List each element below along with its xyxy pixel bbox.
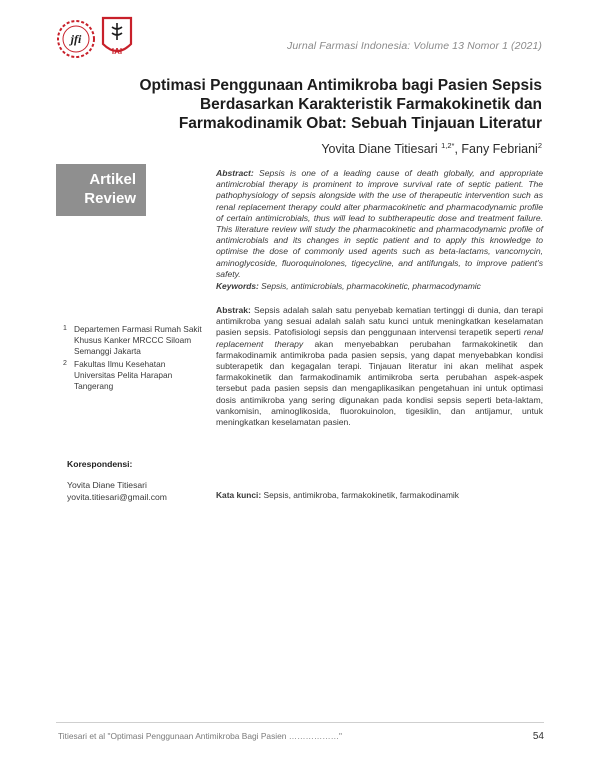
author-2-affiliation: 2 xyxy=(537,141,542,150)
keywords-indonesian-text: Sepsis, antimikroba, farmakokinetik, farmakodinamik xyxy=(261,490,459,500)
keywords-english xyxy=(216,281,543,291)
article-type-badge xyxy=(56,164,146,216)
footer-divider xyxy=(56,722,544,723)
abstract-indonesian-text-b: akan menyebabkan perubahan farmakokinetik dan farmakodinamik antimikroba pada pasien sepsis, yang dapat menyebabkan kondisi subterapetik dan kegagalan terapi. Tinjauan literatur ini akan melihat aspek farmakokinetik dan farmakodinamik antimikroba serta perubahan aspek-aspek tersebut pada pasien sepsis dan mengaplikasikan pengetahuan ini untuk optimasi dosis antimikroba yang sering digunakan pada kondisi sepsis seperti beta-laktam, vankomisin, aminoglikosida, fluorokuinolon, tigesiklin, dan antijamur, untuk meningkatkan keselamatan pasien. xyxy=(216,338,543,428)
page-number: 54 xyxy=(532,731,544,742)
author-1-affiliation: 1,2* xyxy=(441,141,455,150)
author-1: Yovita Diane Titiesari xyxy=(321,142,442,157)
affiliation-1-text: Departemen Farmasi Rumah Sakit Khusus Kanker MRCCC Siloam Semanggi Jakarta xyxy=(74,324,202,356)
abstract-indonesian-italic-term: renal replacement therapy xyxy=(216,327,543,349)
abstract-english-text: Sepsis is one of a leading cause of death globally, and appropriate antimicrobial therapy is prominent to improve survival rate of septic patient. The pathophysiology of sepsis alongside with the use of therapeutic intervention such as renal replacement therapy could alter pharmacokinetic and pharmacodynamic profile of certain antimicrobials, thus will lead to subtherapeutic dose and treatment failure. This literature review will study the pharmacokinetic and pharmacodynamic profile of antimicrobials and its changes in septic patient and to apply this knowledge to optimise the dose of commonly used agents such as beta-lactams, vancomycin, aminoglycoside, fluoroquinolones, tigecycline, and antifungals, to improve patient's safety. xyxy=(216,168,543,279)
correspondence-heading: Korespondensi: xyxy=(67,459,133,469)
abstract-indonesian-label: Abstrak: xyxy=(216,305,251,315)
affiliation-1-number: 1 xyxy=(63,325,67,332)
keywords-english-text: Sepsis, antimicrobials, pharmacokinetic, pharmacodynamic xyxy=(258,281,481,291)
jfi-logo-text: jfi xyxy=(70,32,82,46)
abstract-english xyxy=(216,168,543,280)
affiliation-2-number: 2 xyxy=(63,360,67,367)
author-list xyxy=(321,141,542,156)
abstract-english-label: Abstract: xyxy=(216,168,254,178)
correspondence-email[interactable]: yovita.titiesari@gmail.com xyxy=(67,492,167,502)
article-type-line-2: Review xyxy=(84,190,136,207)
article-type-line-1: Artikel xyxy=(89,171,136,188)
abstract-indonesian-text-a: Sepsis adalah salah satu penyebab kematian tertinggi di dunia, dan terapi antimikroba yang sesuai adalah salah satu kunci untuk meningkatkan keselamatan pasien sepsis. Patofisiologi sepsis dan penggunaan intervensi terapetik seperti xyxy=(216,305,543,338)
journal-citation-header: Jurnal Farmasi Indonesia: Volume 13 Nomor 1 (2021) xyxy=(287,40,542,52)
keywords-english-label: Keywords: xyxy=(216,281,259,291)
affiliation-2-text: Fakultas Ilmu Kesehatan Universitas Pelita Harapan Tangerang xyxy=(74,359,173,391)
affiliations xyxy=(63,324,203,394)
author-2: , Fany Febriani xyxy=(454,142,538,157)
affiliation-1 xyxy=(63,324,203,357)
affiliation-2 xyxy=(63,359,203,392)
correspondence-name: Yovita Diane Titiesari xyxy=(67,480,147,490)
iai-logo-text: IAI xyxy=(111,47,123,56)
footer-citation: Titiesari et al "Optimasi Penggunaan Antimikroba Bagi Pasien ………………" xyxy=(58,731,342,741)
article-title: Optimasi Penggunaan Antimikroba bagi Pasien Sepsis Berdasarkan Karakteristik Farmakokinetik dan Farmakodinamik Obat: Sebuah Tinjauan Literatur xyxy=(139,77,542,132)
keywords-indonesian-label: Kata kunci: xyxy=(216,490,262,500)
keywords-indonesian xyxy=(216,490,543,500)
iai-logo xyxy=(100,14,134,60)
jfi-logo xyxy=(56,19,96,59)
abstract-indonesian xyxy=(216,305,543,428)
